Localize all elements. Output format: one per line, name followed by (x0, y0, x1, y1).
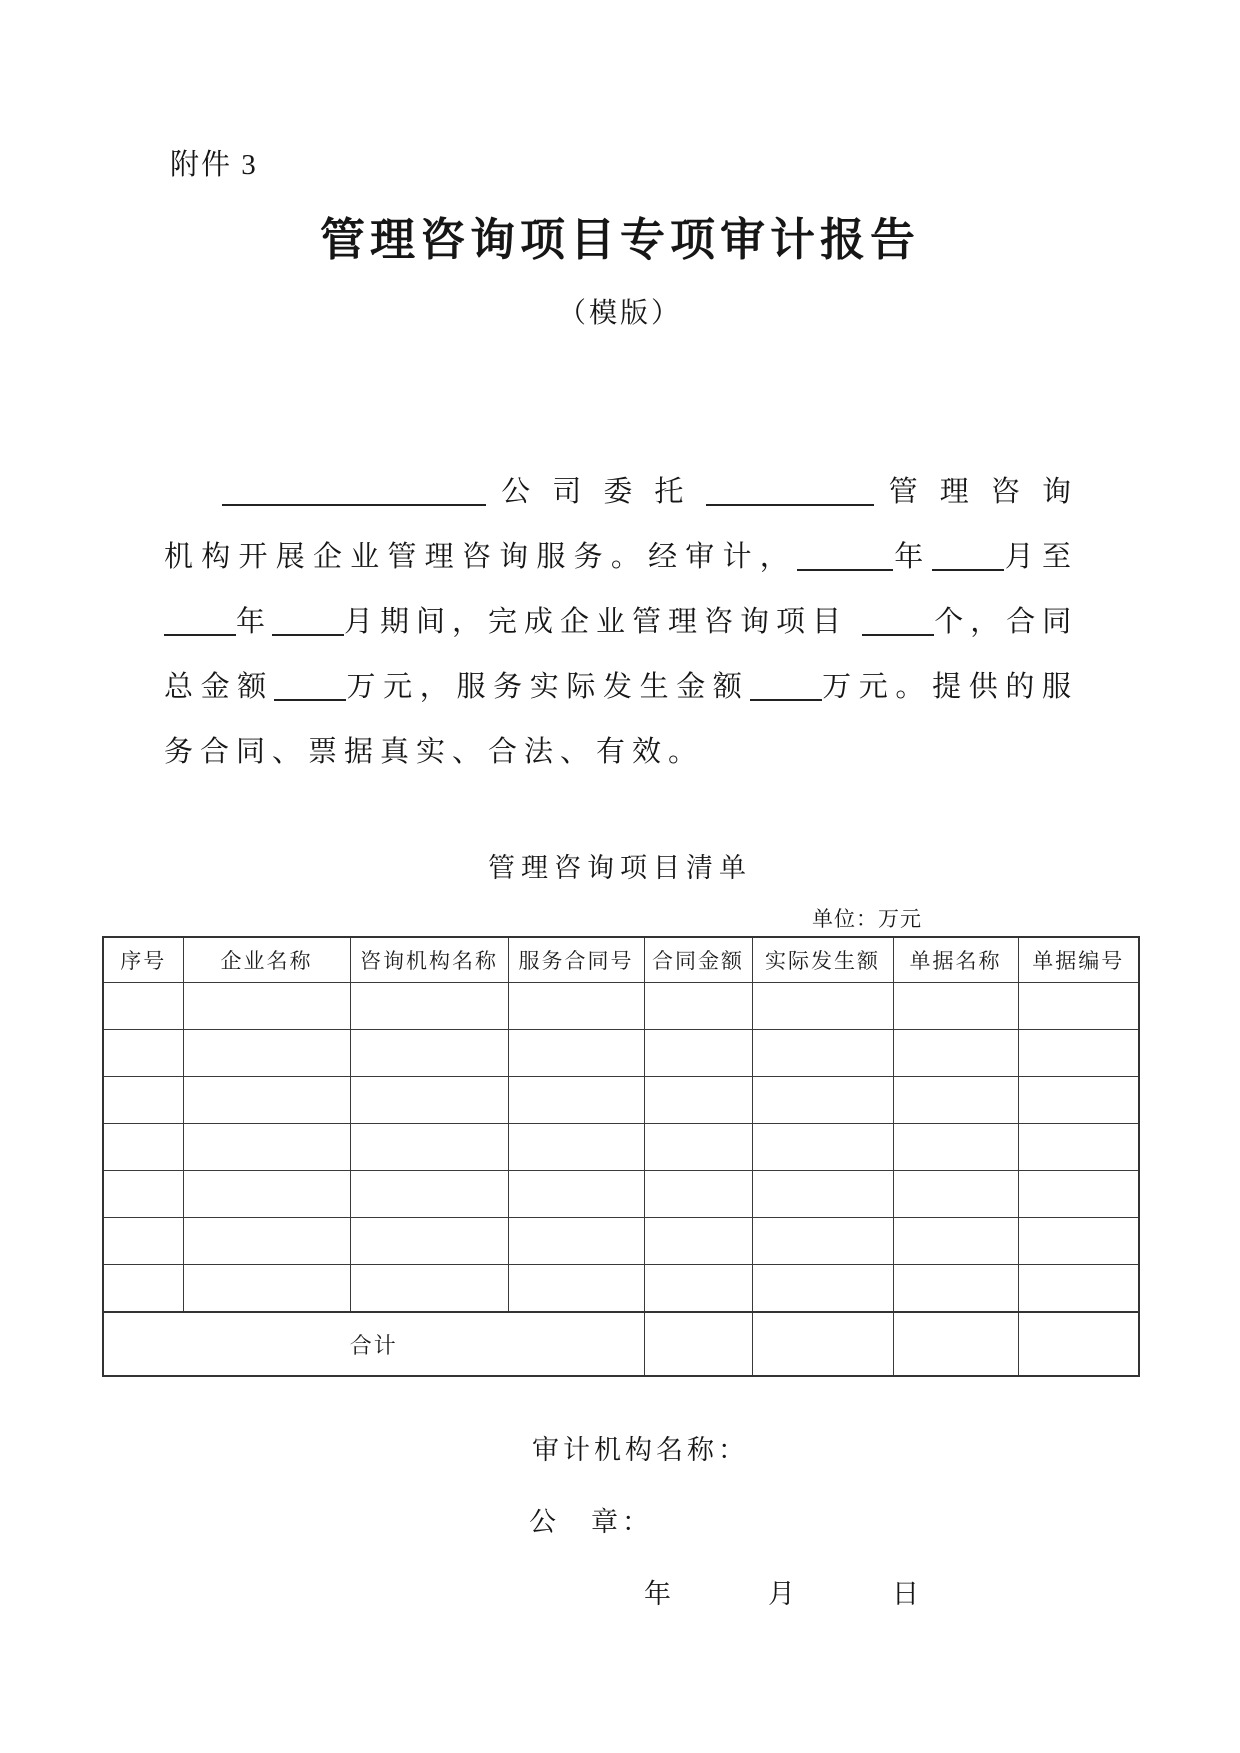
paragraph-line: 年 月期间，完成企业管理咨询项目 个，合同 (164, 590, 1078, 655)
empty-cell (183, 1124, 350, 1171)
empty-cell (103, 1265, 183, 1313)
empty-cell (893, 1077, 1018, 1124)
empty-cell (508, 1030, 644, 1077)
empty-cell (1018, 1218, 1139, 1265)
empty-cell (350, 1077, 508, 1124)
column-header: 服务合同号 (508, 937, 644, 983)
empty-cell (350, 1124, 508, 1171)
table-row (103, 983, 1139, 1030)
total-label-cell: 合计 (103, 1312, 644, 1376)
total-row (103, 1312, 1139, 1376)
paragraph-line: 务合同、票据真实、合法、有效。 (164, 736, 705, 768)
document-title: 管理咨询项目专项审计报告 (319, 214, 920, 265)
table-row (103, 1218, 1139, 1265)
auditor-name-label: 审计机构名称： (532, 1435, 749, 1465)
official-seal-label: 公 章： (529, 1507, 653, 1537)
fill-in-blank (750, 695, 822, 701)
empty-cell (893, 1124, 1018, 1171)
empty-cell (752, 1312, 893, 1376)
empty-cell (508, 1124, 644, 1171)
column-header: 企业名称 (183, 937, 350, 983)
empty-cell (752, 1030, 893, 1077)
empty-cell (752, 1218, 893, 1265)
unit-label: 单位：万元 (812, 907, 922, 931)
attachment-label: 附件 3 (170, 149, 258, 181)
empty-cell (508, 983, 644, 1030)
fill-in-blank (272, 630, 344, 636)
empty-cell (893, 1312, 1018, 1376)
column-header: 实际发生额 (752, 937, 893, 983)
empty-cell (644, 1312, 752, 1376)
empty-cell (893, 1030, 1018, 1077)
empty-cell (644, 1077, 752, 1124)
column-header: 序号 (103, 937, 183, 983)
empty-cell (183, 1171, 350, 1218)
paragraph-line: 机构开展企业管理咨询服务。经审计， 年 月至 (164, 541, 1078, 573)
project-list-title: 管理咨询项目清单 (488, 853, 752, 883)
empty-cell (1018, 1171, 1139, 1218)
body-paragraph (164, 460, 1078, 785)
empty-cell (1018, 983, 1139, 1030)
empty-cell (103, 1030, 183, 1077)
fill-in-blank (222, 500, 486, 506)
paragraph-line: 总金额 万元，服务实际发生金额 万元。提供的服 (164, 671, 1078, 703)
empty-cell (508, 1171, 644, 1218)
paragraph-line: 公司委托 管理咨询 (164, 460, 1078, 525)
table-row (103, 1265, 1139, 1313)
empty-cell (644, 1265, 752, 1313)
table-row (103, 1077, 1139, 1124)
empty-cell (644, 1171, 752, 1218)
empty-cell (350, 1030, 508, 1077)
empty-cell (752, 1077, 893, 1124)
empty-cell (183, 983, 350, 1030)
empty-cell (1018, 1030, 1139, 1077)
empty-cell (103, 1077, 183, 1124)
empty-cell (350, 1265, 508, 1313)
empty-cell (1018, 1265, 1139, 1313)
project-list-table (102, 936, 1140, 1377)
empty-cell (508, 1077, 644, 1124)
empty-cell (103, 1218, 183, 1265)
empty-cell (350, 983, 508, 1030)
empty-cell (644, 1030, 752, 1077)
empty-cell (893, 1218, 1018, 1265)
empty-cell (752, 1265, 893, 1313)
fill-in-blank (797, 565, 893, 571)
empty-cell (893, 1265, 1018, 1313)
fill-in-blank (164, 630, 236, 636)
table-row (103, 1124, 1139, 1171)
empty-cell (893, 983, 1018, 1030)
empty-cell (752, 1124, 893, 1171)
fill-in-blank (862, 630, 934, 636)
empty-cell (183, 1030, 350, 1077)
empty-cell (508, 1218, 644, 1265)
empty-cell (350, 1218, 508, 1265)
empty-cell (893, 1171, 1018, 1218)
column-header: 合同金额 (644, 937, 752, 983)
empty-cell (752, 983, 893, 1030)
date-label: 年 月 日 (644, 1579, 923, 1609)
empty-cell (183, 1077, 350, 1124)
column-header: 咨询机构名称 (350, 937, 508, 983)
empty-cell (1018, 1077, 1139, 1124)
empty-cell (1018, 1312, 1139, 1376)
table-row (103, 1030, 1139, 1077)
fill-in-blank (932, 565, 1004, 571)
empty-cell (103, 1171, 183, 1218)
empty-cell (752, 1171, 893, 1218)
column-header: 单据编号 (1018, 937, 1139, 983)
column-header: 单据名称 (893, 937, 1018, 983)
table-header-row (103, 937, 1139, 983)
empty-cell (508, 1265, 644, 1313)
empty-cell (644, 983, 752, 1030)
document-subtitle: （模版） (557, 298, 682, 329)
empty-cell (1018, 1124, 1139, 1171)
empty-cell (183, 1218, 350, 1265)
empty-cell (183, 1265, 350, 1313)
table-row (103, 1171, 1139, 1218)
empty-cell (103, 983, 183, 1030)
empty-cell (350, 1171, 508, 1218)
empty-cell (644, 1124, 752, 1171)
empty-cell (644, 1218, 752, 1265)
fill-in-blank (274, 695, 346, 701)
empty-cell (103, 1124, 183, 1171)
fill-in-blank (706, 500, 874, 506)
